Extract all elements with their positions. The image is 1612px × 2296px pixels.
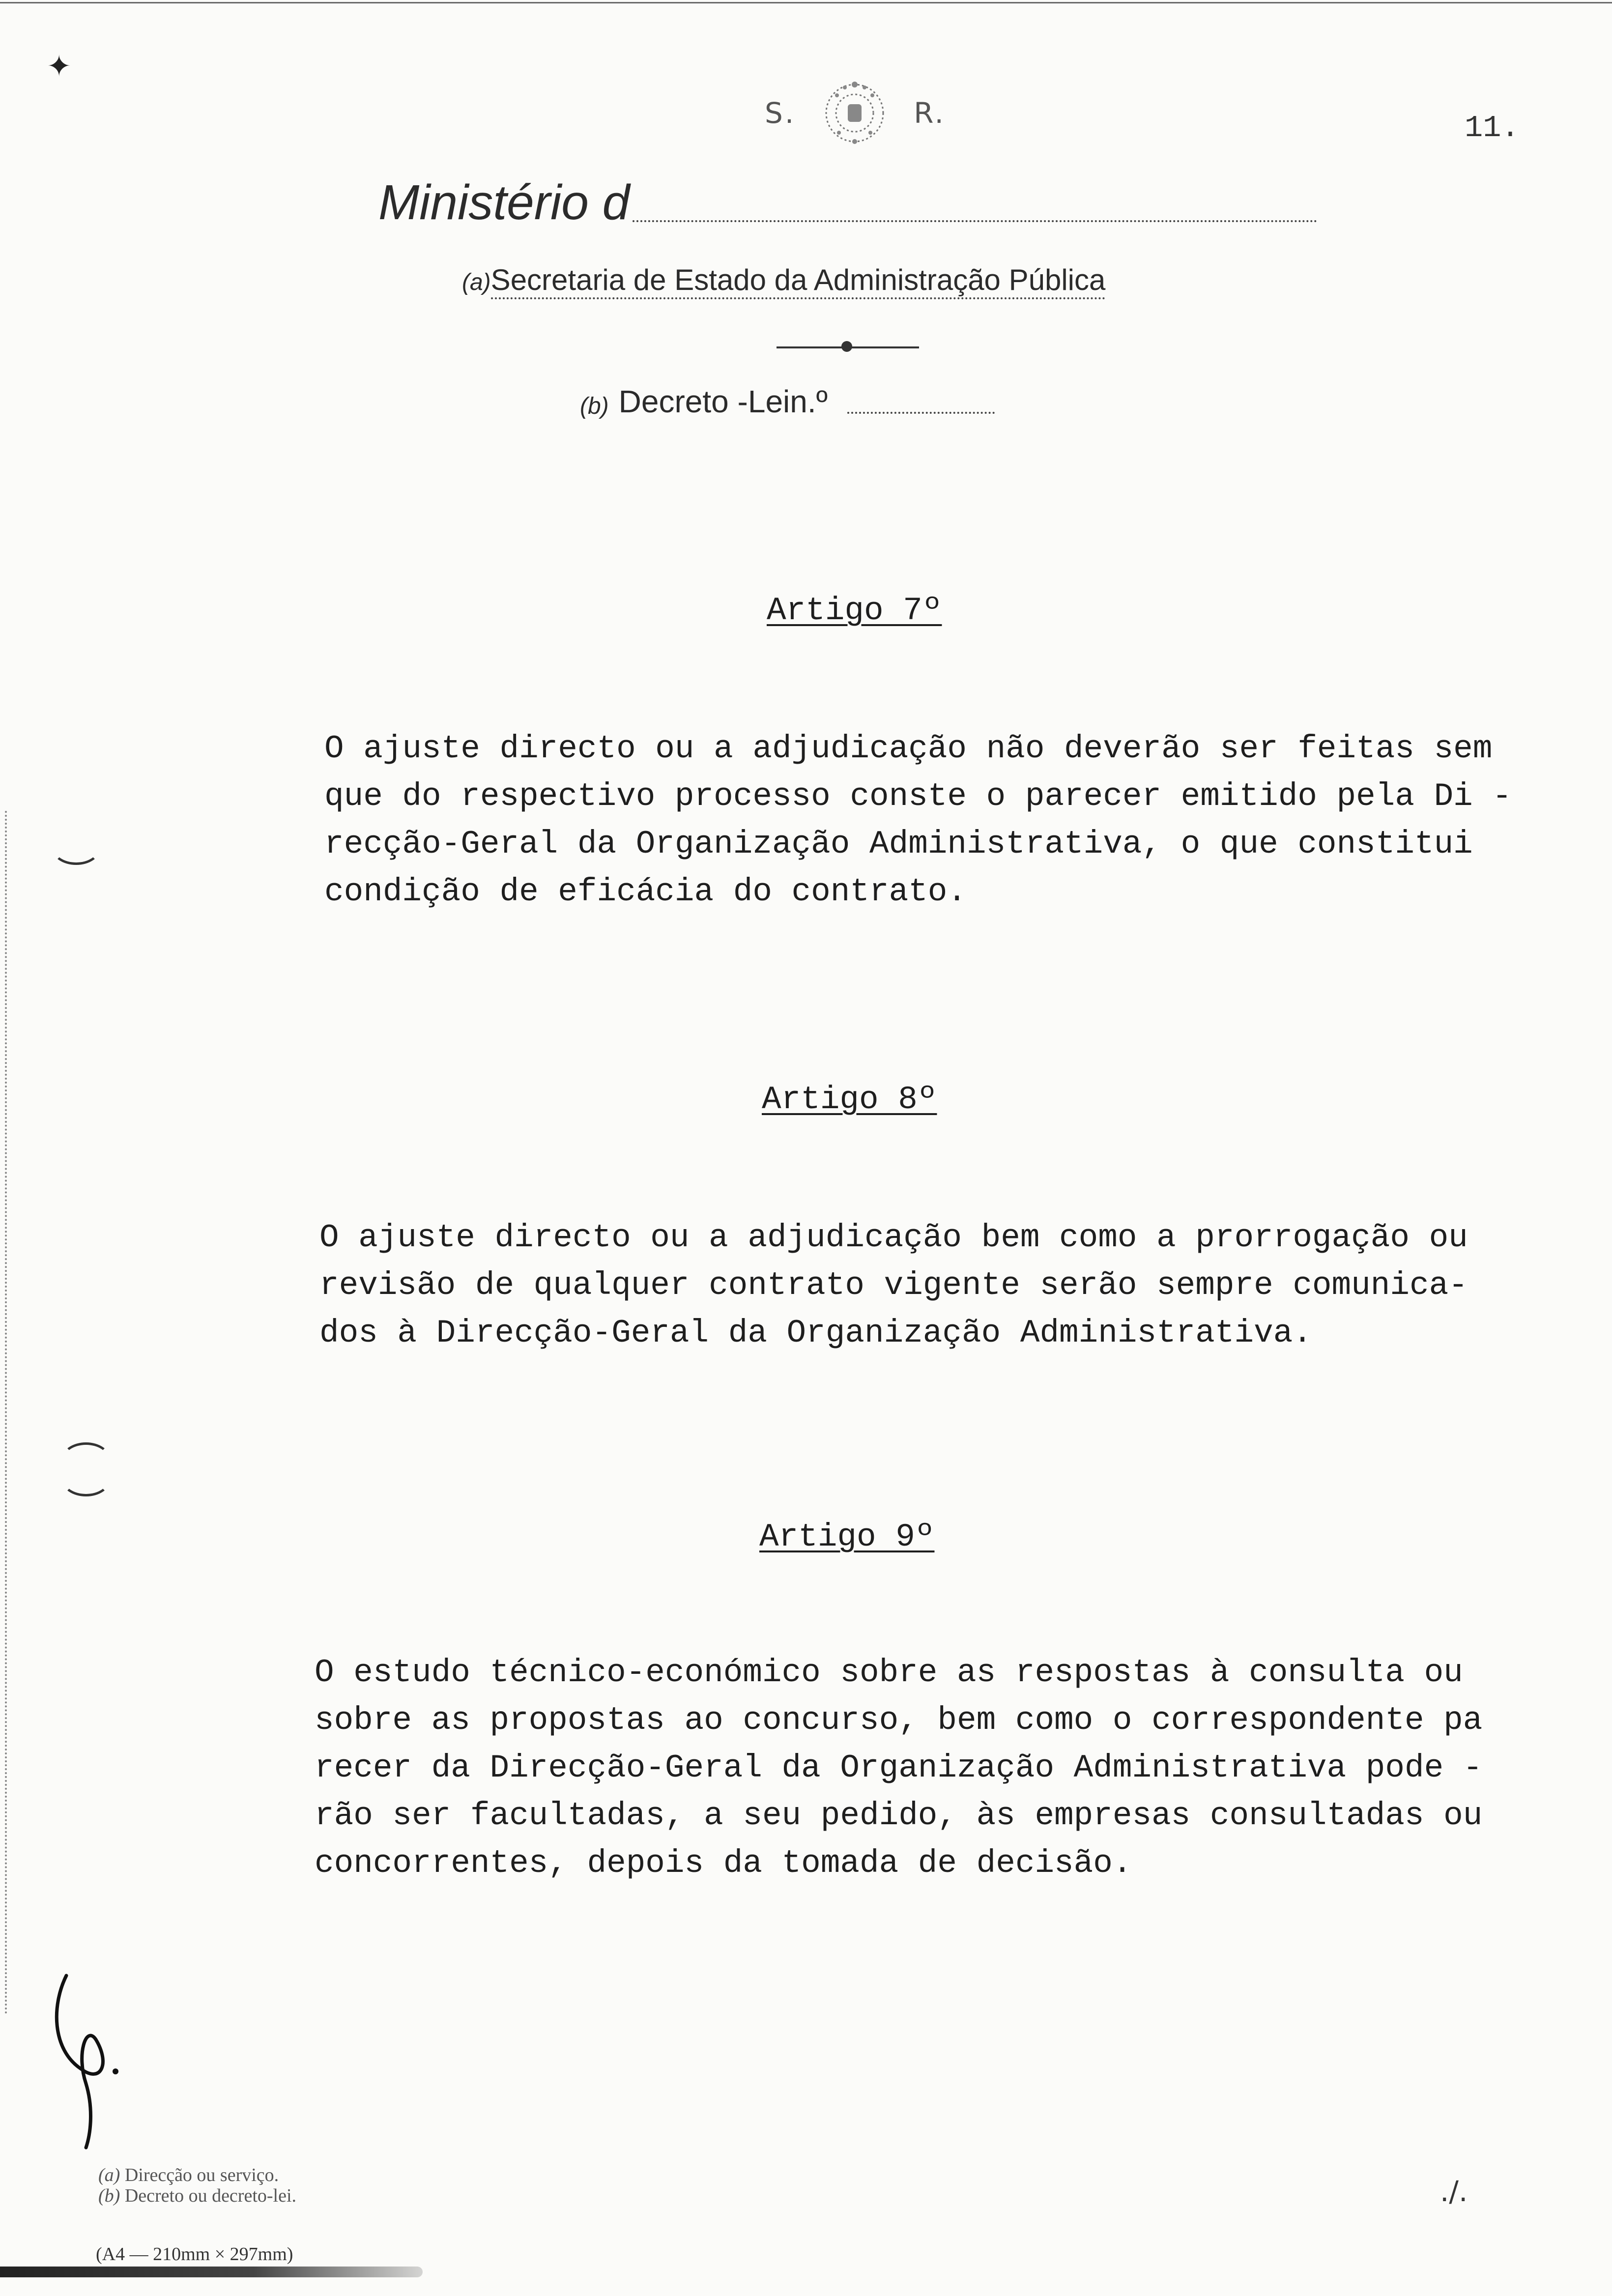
article-9-line: O estudo técnico-económico sobre as respostas à consulta ou [315,1654,1463,1691]
article-7-line: que do respectivo processo conste o parecer emitido pela Di - [324,778,1512,815]
emblem-right-letters: R. [914,96,946,130]
page-number: 11. [1465,111,1520,145]
header-emblem-row [718,74,993,152]
article-8-line: O ajuste directo ou a adjudicação bem como a prorrogação ou [319,1219,1468,1256]
article-7-line: O ajuste directo ou a adjudicação não deverão ser feitas sem [324,730,1493,767]
footnotes [98,2165,296,2206]
coat-of-arms-icon [815,74,894,152]
ministry-label: Ministério d [378,175,630,230]
secretaria-text: Secretaria de Estado da Administração Pública [491,263,1106,299]
secretaria-line [462,263,1105,297]
article-9-line: sobre as propostas ao concurso, bem como o correspondente pa [315,1702,1483,1739]
ministry-line [378,174,1317,231]
margin-dotted-edge [5,811,10,2015]
decreto-marker: (b) [580,393,609,419]
article-9-line: rão ser facultadas, a seu pedido, às empresas consultadas ou [315,1797,1483,1834]
article-7-line: recção-Geral da Organização Administrativa, o que constitui [324,826,1473,862]
punch-hole-mark [61,1462,111,1496]
article-9-line: concorrentes, depois da tomada de decisão. [315,1845,1132,1882]
bottom-edge-smudge [0,2267,423,2277]
article-8-line: revisão de qualquer contrato vigente serão sempre comunica- [319,1267,1468,1304]
decreto-label: Decreto -Lein.º [618,384,828,419]
article-9-line: recer da Direcção-Geral da Organização Administrativa pode - [315,1750,1483,1786]
article-7-body [324,725,1553,916]
emblem-left-letters: S. [765,96,796,130]
ministry-fill-line [633,220,1317,222]
article-8-title: Artigo 8º [762,1081,937,1118]
footnote-marker: (a) [98,2165,120,2185]
footnote-text: Direcção ou serviço. [124,2165,279,2185]
footnote-marker: (b) [98,2185,120,2206]
page-top-edge [0,2,1612,3]
article-7-title: Artigo 7º [767,592,942,629]
footnote-text: Decreto ou decreto-lei. [124,2185,297,2206]
header-divider-ornament [841,341,852,352]
margin-arrow-mark: ✦ [47,49,72,84]
footnote [98,2185,296,2206]
article-8-body [319,1214,1548,1357]
article-7-line: condição de eficácia do contrato. [324,873,967,910]
article-8-line: dos à Direcção-Geral da Organização Administrativa. [319,1315,1312,1351]
continuation-mark: ./. [1440,2175,1468,2208]
article-9-body [315,1649,1543,1887]
decreto-fill-line [847,412,995,414]
paper-format-code: (A4 — 210mm × 297mm) [96,2244,293,2265]
handwritten-initial-signature [47,1966,145,2152]
punch-hole-mark [52,831,101,865]
secretaria-marker: (a) [462,269,491,295]
footnote [98,2165,296,2185]
decreto-line [580,383,995,420]
article-9-title: Artigo 9º [759,1519,935,1555]
